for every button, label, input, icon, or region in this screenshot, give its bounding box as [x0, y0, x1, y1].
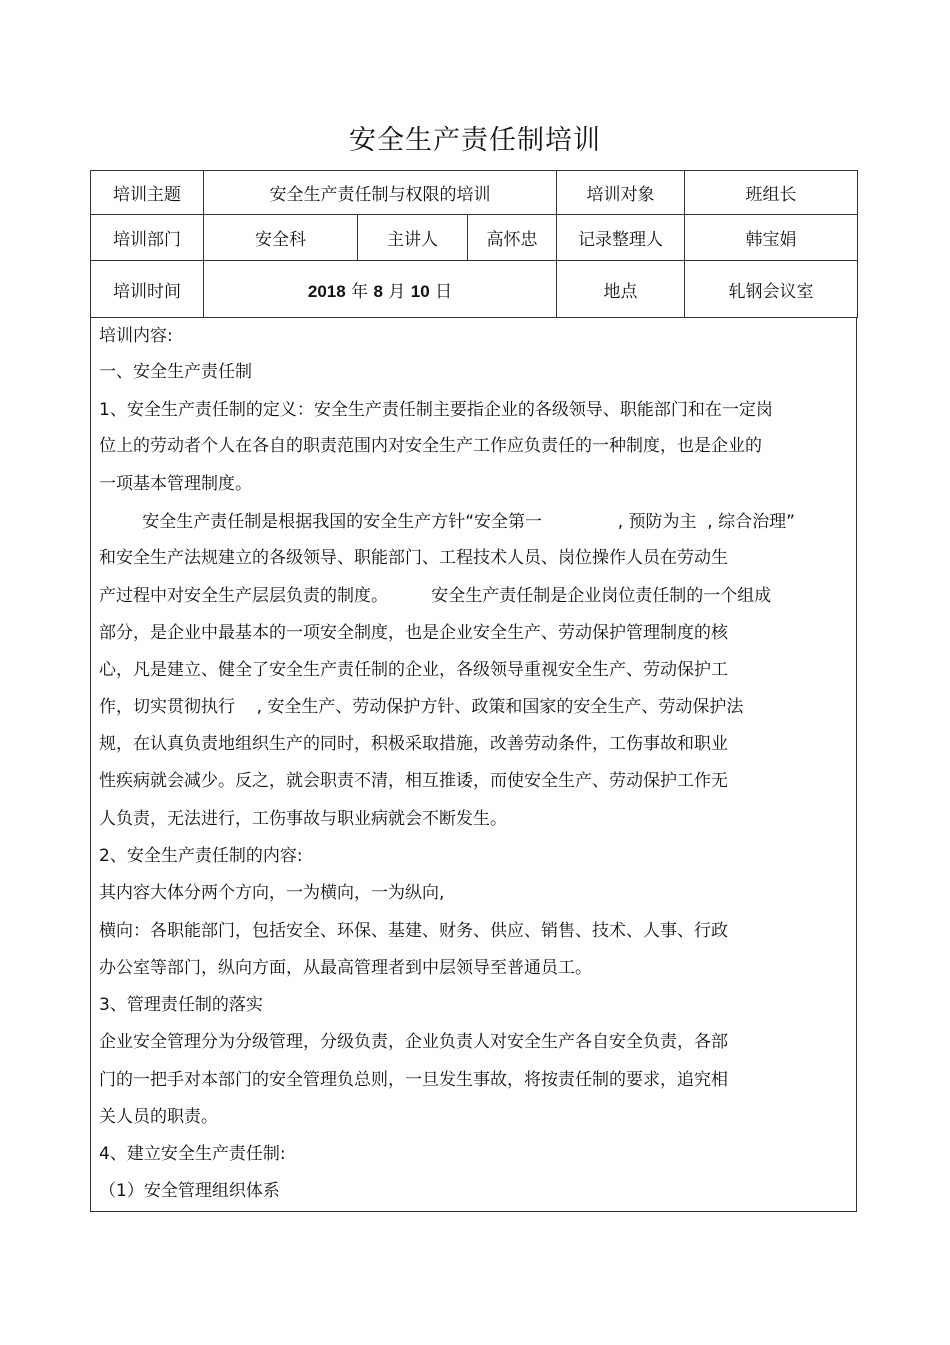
training-content — [90, 317, 857, 1212]
date-month: 8 — [373, 281, 383, 301]
place-value: 轧钢会议室 — [685, 261, 858, 318]
info-row-topic — [91, 171, 858, 215]
content-line: 产过程中对安全生产层层负责的制度。 安全生产责任制是企业岗位责任制的一个组成 — [99, 586, 772, 606]
date-month-unit: 月 — [382, 281, 411, 302]
speaker-label: 主讲人 — [358, 215, 468, 261]
content-line: 部分，是企业中最基本的一项安全制度，也是企业安全生产、劳动保护管理制度的核 — [99, 623, 728, 643]
content-line: 1、安全生产责任制的定义：安全生产责任制主要指企业的各级领导、职能部门和在一定岗 — [99, 400, 773, 420]
date-day: 10 — [410, 281, 430, 301]
content-line: 一项基本管理制度。 — [99, 474, 252, 494]
content-line: 性疾病就会减少。反之，就会职责不清，相互推诿，而使安全生产、劳动保护工作无 — [99, 771, 728, 791]
content-line: 安全生产责任制是根据我国的安全生产方针“安全第一 , 预防为主 , 综合治理” — [99, 512, 795, 532]
info-row-time — [91, 261, 858, 318]
content-line: （1）安全管理组织体系 — [99, 1181, 280, 1201]
recorder-label: 记录整理人 — [557, 215, 685, 261]
info-row-dept — [91, 215, 858, 261]
content-line: 人负责，无法进行，工伤事故与职业病就会不断发生。 — [99, 809, 507, 829]
content-line: 作，切实贯彻执行 , 安全生产、劳动保护方针、政策和国家的安全生产、劳动保护法 — [99, 697, 744, 717]
content-line: 培训内容: — [99, 326, 173, 346]
content-line: 2、安全生产责任制的内容: — [99, 846, 303, 866]
content-line: 3、管理责任制的落实 — [99, 995, 263, 1015]
content-line: 位上的劳动者个人在各自的职责范围内对安全生产工作应负责任的一种制度，也是企业的 — [99, 436, 762, 456]
content-line: 其内容大体分两个方向，一为横向，一为纵向, — [99, 883, 445, 903]
topic-value: 安全生产责任制与权限的培训 — [204, 171, 557, 215]
audience-value: 班组长 — [685, 171, 858, 215]
content-line: 心，凡是建立、健全了安全生产责任制的企业，各级领导重视安全生产、劳动保护工 — [99, 660, 728, 680]
dept-value: 安全科 — [204, 215, 358, 261]
content-line: 4、建立安全生产责任制: — [99, 1144, 286, 1164]
date-value — [204, 261, 557, 318]
time-label: 培训时间 — [91, 261, 204, 318]
recorder-value: 韩宝娟 — [685, 215, 858, 261]
dept-label: 培训部门 — [91, 215, 204, 261]
content-line: 一、安全生产责任制 — [99, 362, 252, 382]
content-line: 横向：各职能部门，包括安全、环保、基建、财务、供应、销售、技术、人事、行政 — [99, 921, 728, 941]
content-line: 和安全生产法规建立的各级领导、职能部门、工程技术人员、岗位操作人员在劳动生 — [99, 548, 728, 568]
content-line: 企业安全管理分为分级管理，分级负责，企业负责人对安全生产各自安全负责，各部 — [99, 1032, 728, 1052]
content-line: 关人员的职责。 — [99, 1107, 218, 1127]
date-year-unit: 年 — [345, 281, 374, 302]
audience-label: 培训对象 — [557, 171, 685, 215]
place-label: 地点 — [557, 261, 685, 318]
info-table — [90, 170, 858, 318]
topic-label: 培训主题 — [91, 171, 204, 215]
content-line: 办公室等部门，纵向方面，从最高管理者到中层领导至普通员工。 — [99, 958, 592, 978]
date-day-unit: 日 — [429, 281, 453, 302]
speaker-value: 高怀忠 — [468, 215, 557, 261]
content-line: 门的一把手对本部门的安全管理负总则，一旦发生事故，将按责任制的要求，追究相 — [99, 1070, 728, 1090]
date-year: 2018 — [307, 281, 346, 301]
content-line: 规，在认真负责地组织生产的同时，积极采取措施，改善劳动条件，工伤事故和职业 — [99, 734, 728, 754]
document-title: 安全生产责任制培训 — [349, 125, 601, 156]
